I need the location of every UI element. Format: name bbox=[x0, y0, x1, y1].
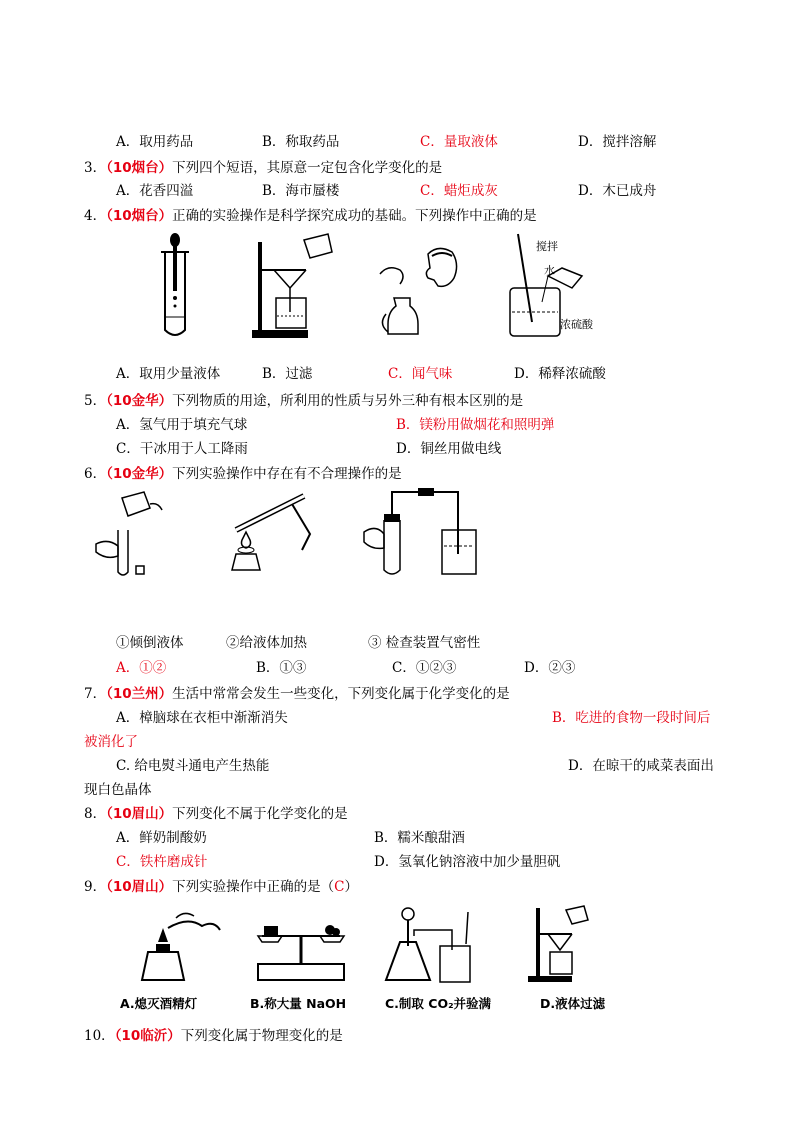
q8-option-d: D．氢氧化钠溶液中加少量胆矾 bbox=[374, 854, 561, 870]
q4-source: （10烟台） bbox=[106, 208, 173, 224]
q10-source: （10临沂） bbox=[114, 1028, 181, 1044]
q3-option-d: D．木已成舟 bbox=[578, 183, 657, 199]
question-3 bbox=[84, 156, 442, 176]
q7-option-a: A．樟脑球在衣柜中渐渐消失 bbox=[116, 710, 288, 726]
q8-option-b: B．糯米酿甜酒 bbox=[374, 830, 465, 846]
question-5 bbox=[84, 389, 523, 409]
question-7 bbox=[84, 682, 510, 702]
q7-stem: 生活中常常会发生一些变化，下列变化属于化学变化的是 bbox=[172, 686, 510, 702]
q4-stem: 正确的实验操作是科学探究成功的基础。下列操作中正确的是 bbox=[172, 208, 537, 224]
q9-figure-balance bbox=[248, 906, 353, 986]
q8-source: （10眉山） bbox=[106, 806, 173, 822]
q4-option-a: A．取用少量液体 bbox=[116, 366, 221, 382]
q3-source: （10烟台） bbox=[106, 160, 173, 176]
q6-figure-pour bbox=[92, 490, 172, 580]
question-4 bbox=[84, 204, 537, 224]
q6-caption-2: ②给液体加热 bbox=[226, 635, 307, 651]
q5-stem: 下列物质的用途，所利用的性质与另外三种有根本区别的是 bbox=[172, 393, 524, 409]
q4-option-d: D．稀释浓硫酸 bbox=[514, 366, 606, 382]
q2-option-b: B．称取药品 bbox=[262, 134, 340, 150]
q5-option-a: A．氢气用于填充气球 bbox=[116, 417, 248, 433]
q7-option-d-line2: 现白色晶体 bbox=[84, 782, 152, 798]
q8-number: 8． bbox=[84, 806, 107, 822]
q9-caption-a: A.熄灭酒精灯 bbox=[120, 996, 198, 1011]
q9-caption-d: D.液体过滤 bbox=[540, 996, 606, 1011]
q6-figure-heat bbox=[222, 490, 322, 580]
q7-option-d-line1: D．在晾干的咸菜表面出 bbox=[568, 758, 714, 774]
q5-source: （10金华） bbox=[106, 393, 173, 409]
q7-source: （10兰州） bbox=[106, 686, 173, 702]
q4-figure-filter bbox=[248, 232, 338, 342]
q10-number: 10． bbox=[84, 1028, 115, 1044]
q3-option-a: A．花香四溢 bbox=[116, 183, 194, 199]
q7-option-b-line1: B．吃进的食物一段时间后 bbox=[552, 710, 711, 726]
q9-caption-c: C.制取 CO₂并验满 bbox=[385, 996, 492, 1011]
q4-figure-smell bbox=[378, 244, 468, 339]
q6-figure-airtight bbox=[362, 484, 482, 579]
q9-figure-co2 bbox=[378, 906, 488, 986]
q3-stem: 下列四个短语，其原意一定包含化学变化的是 bbox=[172, 160, 443, 176]
q4-fig-label-water: 水 bbox=[544, 264, 555, 277]
q7-option-b-line2: 被消化了 bbox=[84, 734, 138, 750]
q9-answer: C bbox=[334, 879, 345, 895]
q9-figure-filter bbox=[526, 904, 596, 984]
q8-option-c: C．铁杵磨成针 bbox=[116, 854, 208, 870]
q9-source: （10眉山） bbox=[106, 879, 173, 895]
q8-option-a: A．鲜奶制酸奶 bbox=[116, 830, 207, 846]
q6-source: （10金华） bbox=[106, 466, 173, 482]
q6-option-c: C．①②③ bbox=[392, 660, 457, 676]
q9-number: 9． bbox=[84, 879, 107, 895]
q3-option-c: C．蜡炬成灰 bbox=[420, 183, 498, 199]
question-6 bbox=[84, 462, 402, 482]
q7-number: 7． bbox=[84, 686, 107, 702]
q4-number: 4． bbox=[84, 208, 107, 224]
q8-stem: 下列变化不属于化学变化的是 bbox=[172, 806, 348, 822]
q5-number: 5． bbox=[84, 393, 107, 409]
q5-option-c: C．干冰用于人工降雨 bbox=[116, 441, 248, 457]
q10-stem: 下列变化属于物理变化的是 bbox=[180, 1028, 343, 1044]
q5-option-b: B．镁粉用做烟花和照明弹 bbox=[396, 417, 555, 433]
q9-figure-extinguish bbox=[128, 906, 228, 986]
q3-option-b: B．海市蜃楼 bbox=[262, 183, 340, 199]
question-9 bbox=[84, 875, 358, 895]
q4-figure-dropper bbox=[155, 232, 195, 342]
q4-option-c: C．闻气味 bbox=[388, 366, 453, 382]
q6-caption-1: ①倾倒液体 bbox=[116, 635, 184, 651]
q6-option-d: D．②③ bbox=[524, 660, 576, 676]
q4-fig-label-acid: 浓硫酸 bbox=[560, 318, 593, 331]
q6-number: 6． bbox=[84, 466, 107, 482]
q4-option-b: B．过滤 bbox=[262, 366, 313, 382]
question-10 bbox=[84, 1024, 343, 1044]
q6-caption-3: ③ 检查装置气密性 bbox=[368, 635, 481, 651]
q2-option-c: C．量取液体 bbox=[420, 134, 498, 150]
q2-option-a: A．取用药品 bbox=[116, 134, 194, 150]
q2-option-d: D．搅拌溶解 bbox=[578, 134, 657, 150]
q6-option-a: A．①② bbox=[116, 660, 167, 676]
q6-option-b: B．①③ bbox=[256, 660, 307, 676]
q9-caption-b: B.称大量 NaOH bbox=[250, 996, 347, 1011]
q3-number: 3． bbox=[84, 160, 107, 176]
q9-stem: 下列实验操作中正确的是（ bbox=[172, 879, 335, 895]
q6-stem: 下列实验操作中存在有不合理操作的是 bbox=[172, 466, 402, 482]
q5-option-d: D．铜丝用做电线 bbox=[396, 441, 502, 457]
q7-option-c: C. 给电熨斗通电产生热能 bbox=[116, 758, 270, 774]
q9-close-paren: ） bbox=[344, 879, 358, 895]
q4-fig-label-stir: 搅拌 bbox=[536, 240, 558, 253]
question-8 bbox=[84, 802, 348, 822]
